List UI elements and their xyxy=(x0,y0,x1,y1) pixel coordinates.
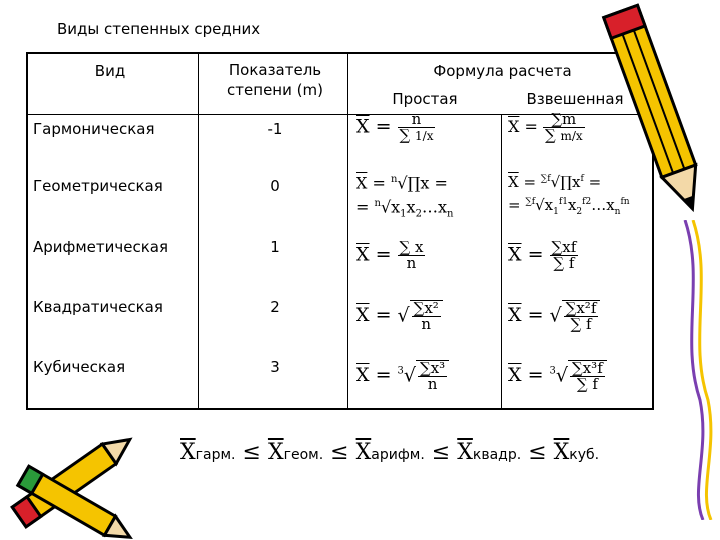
formula-geometric-weighted: $\overline{X}$ = $^{\sum f}√\prod x^f$ = = $^{\sum f}√x_1^{f1}x_2^{f2}\dots x_n^{fn}$ xyxy=(508,173,630,217)
formula-harmonic-simple: $\overline{X}$ = $\frac{n}{\sum 1/x}$ xyxy=(356,110,434,144)
pencil-decoration-top-right xyxy=(595,0,720,230)
formula-cubic-weighted: $\overline{X} = ^3√$ $\frac{\text{∑x³f}}{\sum f}$ xyxy=(508,360,607,392)
row-m-geometric: 0 xyxy=(270,177,280,195)
sub-geometric: геом. xyxy=(283,447,324,463)
formula-arithmetic-weighted: $\overline{X}$ = $\frac{\sum xf}{\sum f}$ xyxy=(508,238,577,272)
sub-quadratic: квадр. xyxy=(472,447,522,463)
column-divider xyxy=(198,54,199,408)
row-name-arithmetic: Арифметическая xyxy=(33,238,168,256)
sub-harmonic: гарм. xyxy=(195,447,236,463)
pencil-decoration-right-edge xyxy=(675,220,720,520)
row-name-cubic: Кубическая xyxy=(33,358,126,376)
row-m-arithmetic: 1 xyxy=(270,238,280,256)
header-exponent: Показатель степени (m) xyxy=(227,61,323,100)
formula-cubic-simple: $\overline{X} = ^3√$ $\frac{\text{∑x³}}{n}$ xyxy=(356,360,449,392)
row-name-quadratic: Квадратическая xyxy=(33,298,163,316)
formula-arithmetic-simple: $\overline{X}$ = $\frac{\sum x}{n}$ xyxy=(356,238,424,272)
row-m-harmonic: -1 xyxy=(267,120,283,138)
column-divider xyxy=(347,54,348,408)
header-weighted: Взвешенная xyxy=(526,90,624,108)
formula-harmonic-weighted: $\overline{X}$ = $\frac{\sum m}{\sum m/x}$ xyxy=(508,110,583,144)
header-kind: Вид xyxy=(94,62,126,80)
row-name-harmonic: Гармоническая xyxy=(33,120,155,138)
means-inequality: $\overline{X}гарм$. ≤ $\overline{X}геом$. ≤ $\overline{X}арифм$. ≤ $\overline{X}квадр$. ≤ $\overline{X}куб$. xyxy=(180,440,600,465)
sub-cubic: куб. xyxy=(569,447,600,463)
header-simple: Простая xyxy=(392,90,458,108)
sub-arithmetic: арифм. xyxy=(371,447,425,463)
row-m-cubic: 3 xyxy=(270,358,280,376)
formula-quadratic-weighted: $\overline{X}$ = √ $\frac{\text{∑x²f}}{\sum f}$ xyxy=(508,300,600,332)
formula-quadratic-simple: $\overline{X}$ = √ $\frac{\text{∑x²}}{n}$ xyxy=(356,300,443,332)
formula-geometric-simple: $\overline{X}$ = $^n$√∏x = = $^n√x_1x_2\dots x_n$ xyxy=(356,173,454,220)
row-m-quadratic: 2 xyxy=(270,298,280,316)
page-title: Виды степенных средних xyxy=(57,20,261,38)
column-divider xyxy=(501,114,502,408)
pencils-decoration-bottom-left xyxy=(0,430,150,540)
row-name-geometric: Геометрическая xyxy=(33,177,163,195)
header-formula: Формула расчета xyxy=(433,62,572,80)
